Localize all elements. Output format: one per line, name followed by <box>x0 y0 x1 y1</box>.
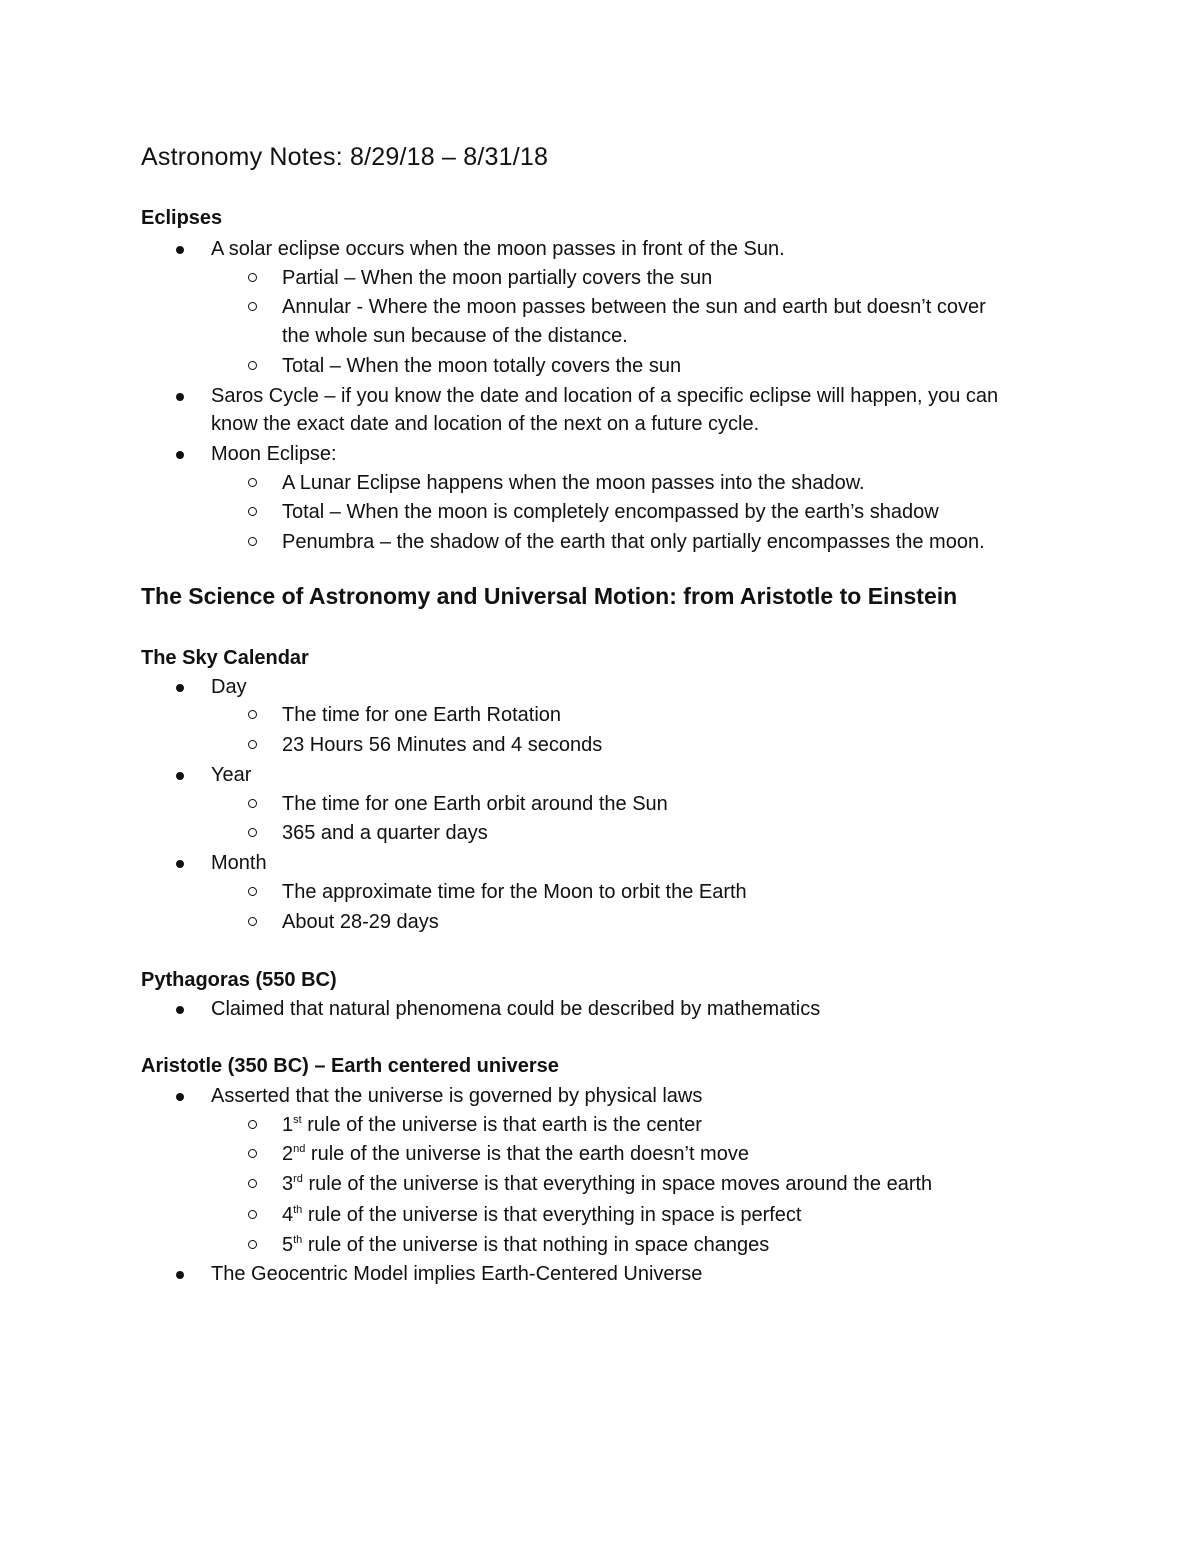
sub-bullet <box>248 361 257 370</box>
list-item: Month <box>211 851 267 875</box>
list-item: Moon Eclipse: <box>211 442 337 466</box>
sub-bullet <box>248 887 257 896</box>
eclipses-heading: Eclipses <box>141 207 223 229</box>
list-item: The Geocentric Model implies Earth-Centered Universe <box>211 1262 702 1286</box>
pythagoras-heading: Pythagoras (550 BC) <box>141 969 337 991</box>
sub-bullet <box>248 273 257 282</box>
list-item: About 28-29 days <box>282 910 439 934</box>
bullet <box>176 1093 184 1101</box>
sub-bullet <box>248 537 257 546</box>
sub-bullet <box>248 302 257 311</box>
list-item: A solar eclipse occurs when the moon passes in front of the Sun. <box>211 237 785 261</box>
section-heading: The Science of Astronomy and Universal Motion: from Aristotle to Einstein <box>141 583 958 609</box>
rule-item: 3rd rule of the universe is that everything in space moves around the earth <box>282 1172 932 1196</box>
sub-bullet <box>248 828 257 837</box>
sub-bullet <box>248 740 257 749</box>
list-item: Penumbra – the shadow of the earth that only partially encompasses the moon. <box>282 530 985 554</box>
sub-bullet <box>248 1210 257 1219</box>
list-item: Total – When the moon totally covers the sun <box>282 354 681 378</box>
list-item-continuation: know the exact date and location of the next on a future cycle. <box>211 413 760 435</box>
list-item: Claimed that natural phenomena could be described by mathematics <box>211 997 820 1021</box>
bullet <box>176 684 184 692</box>
list-item: Total – When the moon is completely encompassed by the earth’s shadow <box>282 500 939 524</box>
list-item: Annular - Where the moon passes between the sun and earth but doesn’t cover <box>282 295 986 319</box>
list-item: A Lunar Eclipse happens when the moon passes into the shadow. <box>282 471 865 495</box>
sub-bullet <box>248 1120 257 1129</box>
rule-item: 1st rule of the universe is that earth is the center <box>282 1113 702 1137</box>
bullet <box>176 860 184 868</box>
sub-bullet <box>248 507 257 516</box>
list-item: Year <box>211 763 251 787</box>
bullet <box>176 451 184 459</box>
sub-bullet <box>248 799 257 808</box>
rule-item: 4th rule of the universe is that everything in space is perfect <box>282 1203 801 1227</box>
list-item: Partial – When the moon partially covers the sun <box>282 266 712 290</box>
list-item: Saros Cycle – if you know the date and location of a specific eclipse will happen, you can <box>211 384 998 408</box>
bullet <box>176 246 184 254</box>
bullet <box>176 1006 184 1014</box>
list-item: The approximate time for the Moon to orbit the Earth <box>282 880 747 904</box>
rule-item: 2nd rule of the universe is that the earth doesn’t move <box>282 1142 749 1166</box>
sub-bullet <box>248 1179 257 1188</box>
sub-bullet <box>248 917 257 926</box>
sub-bullet <box>248 1149 257 1158</box>
list-item: Day <box>211 675 247 699</box>
list-item: 23 Hours 56 Minutes and 4 seconds <box>282 733 602 757</box>
list-item: Asserted that the universe is governed by physical laws <box>211 1084 702 1108</box>
sub-bullet <box>248 710 257 719</box>
list-item: The time for one Earth orbit around the Sun <box>282 792 668 816</box>
page-title: Astronomy Notes: 8/29/18 – 8/31/18 <box>141 143 549 171</box>
list-item: The time for one Earth Rotation <box>282 703 561 727</box>
bullet <box>176 1271 184 1279</box>
sky-calendar-heading: The Sky Calendar <box>141 647 309 669</box>
list-item-continuation: the whole sun because of the distance. <box>282 325 628 347</box>
list-item: 365 and a quarter days <box>282 821 488 845</box>
bullet <box>176 393 184 401</box>
aristotle-heading: Aristotle (350 BC) – Earth centered universe <box>141 1055 559 1077</box>
bullet <box>176 772 184 780</box>
sub-bullet <box>248 1240 257 1249</box>
sub-bullet <box>248 478 257 487</box>
rule-item: 5th rule of the universe is that nothing in space changes <box>282 1233 769 1257</box>
